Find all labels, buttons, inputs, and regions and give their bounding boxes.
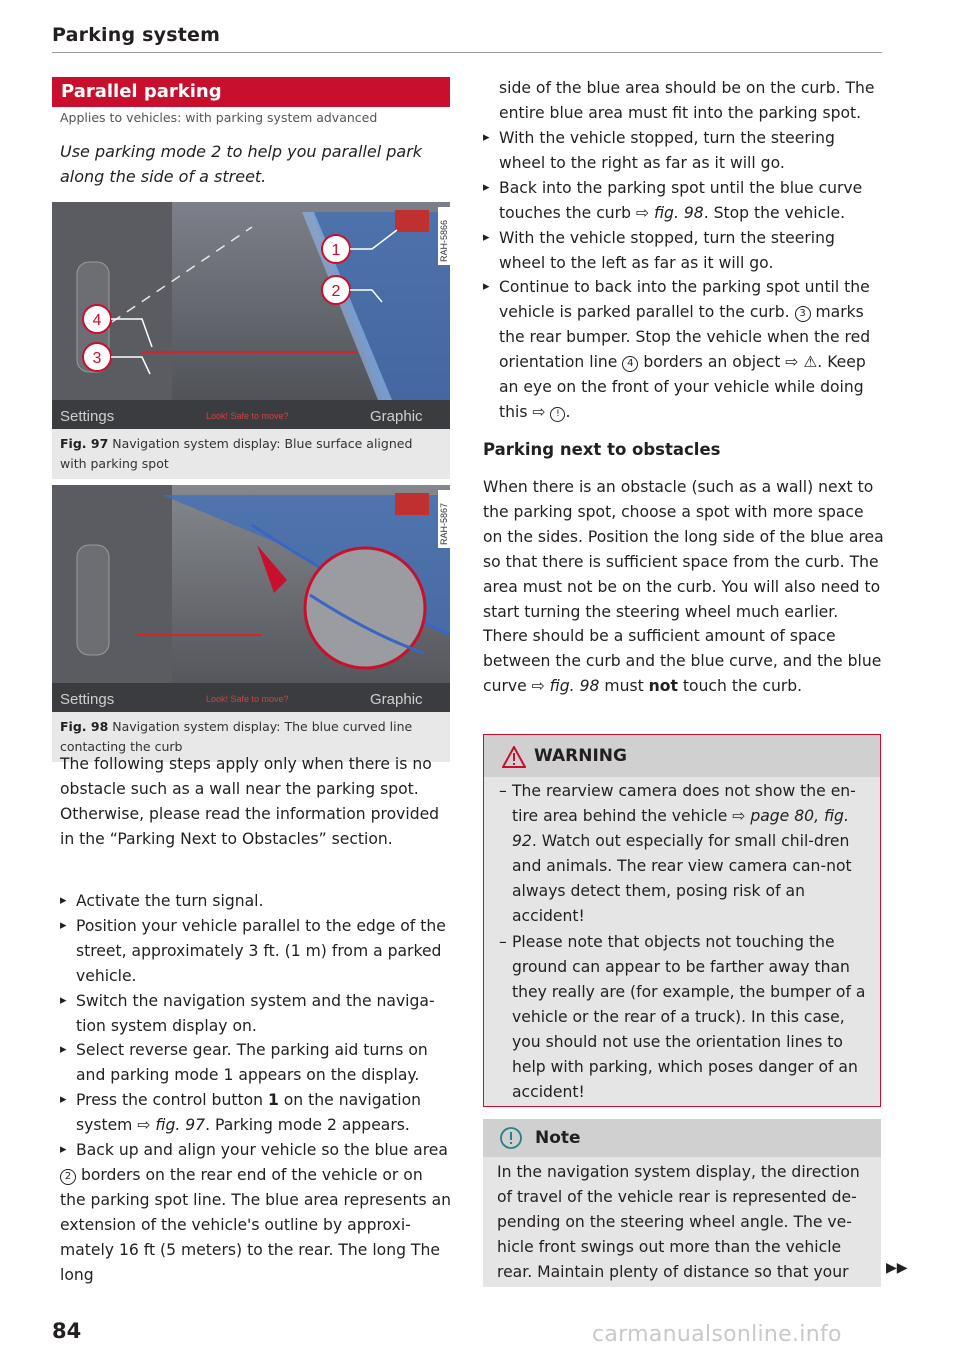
warning-item-1: – The rearview camera does not show the en-tire area behind the vehicle ⇨ page 80, fig. 92. Watch out especially for small chil-dren and animals. The rear view camera can-not always detect them, posing risk of an accident! <box>500 779 872 928</box>
fig98-settings-label: Settings <box>60 691 115 708</box>
step-1: ▸ Activate the turn signal. <box>60 889 452 914</box>
obstacles-heading: Parking next to obstacles <box>483 440 721 459</box>
fig98-alert-text: Look! Safe to move? <box>206 694 289 704</box>
svg-text:2: 2 <box>331 283 341 300</box>
note-info-icon <box>499 1126 523 1150</box>
nav-display-fig98 <box>52 485 450 712</box>
warning-body <box>500 779 872 1105</box>
step-7: ▸ With the vehicle stopped, turn the steering wheel to the right as far as it will go. <box>483 126 885 176</box>
step-5: ▸ Press the control button 1 on the navigation system ⇨ fig. 97. Parking mode 2 appears. <box>60 1088 452 1138</box>
applies-to-text: Applies to vehicles: with parking system advanced <box>60 110 378 125</box>
callout-ref-2: 2 <box>60 1169 76 1185</box>
step-6-text: borders on the rear end of the vehicle or on the parking spot line. The blue area represents an extension of the vehicle's outline by approxi-mately 16 ft (5 meters) to the rear. The long The long <box>60 1165 452 1284</box>
note-header <box>483 1119 881 1157</box>
step-6-left-cont <box>60 1163 452 1288</box>
page-number: 84 <box>52 1319 82 1343</box>
fig-97-ref-link[interactable]: ⇨ fig. 97 <box>137 1116 206 1135</box>
figure-97 <box>52 202 450 479</box>
fig97-label: Fig. 97 <box>60 436 109 451</box>
note-title: Note <box>535 1128 581 1148</box>
svg-text:3: 3 <box>92 350 102 367</box>
fig-98-ref-link-2[interactable]: ⇨ fig. 98 <box>531 677 600 696</box>
callout-ref-4: 4 <box>622 356 638 372</box>
step-6-left: ▸ Back up and align your vehicle so the blue area <box>60 1138 452 1163</box>
nav-display-fig97 <box>52 202 450 429</box>
note-ref-icon[interactable]: ! <box>550 407 565 422</box>
fig97-caption: Fig. 97 Navigation system display: Blue surface aligned with parking spot <box>60 436 413 471</box>
figure-98 <box>52 485 450 762</box>
step-4: ▸ Select reverse gear. The parking aid turns on and parking mode 1 appears on the display. <box>60 1038 452 1088</box>
svg-text:1: 1 <box>331 242 341 259</box>
body-paragraph: The following steps apply only when there is no obstacle such as a wall near the parking spot. Otherwise, please read the information provided in the “Parking Next to Obstacles” section. <box>60 755 440 848</box>
note-box <box>483 1119 881 1287</box>
step-3: ▸ Switch the navigation system and the naviga-tion system display on. <box>60 989 452 1039</box>
callout-ref-3: 3 <box>795 306 811 322</box>
continue-arrow-icon: ▶▶ <box>886 1260 908 1276</box>
warning-box <box>483 734 881 1107</box>
step-6-tail-text: side of the blue area should be on the curb. The entire blue area must fit into the parking spot. <box>499 79 875 122</box>
fig97-alert-text: Look! Safe to move? <box>206 411 289 421</box>
warning-triangle-icon <box>502 746 526 768</box>
header-divider <box>52 52 882 53</box>
obstacles-text: When there is an obstacle (such as a wall) next to the parking spot, choose a spot with more space on the sides. Position the long side of the blue area so that there is sufficient space from the curb. The area must not be on the curb. You will also need to start turning the steering wheel much earlier. There should be a sufficient amount of space between the curb and the blue curve, and the blue curve ⇨ fig. 98 must not touch the curb. <box>483 478 884 696</box>
warning-header <box>484 735 880 777</box>
fig98-label: Fig. 98 <box>60 719 109 734</box>
fig97-graphic-label: Graphic <box>370 408 423 425</box>
step-2: ▸ Position your vehicle parallel to the edge of the street, approximately 3 ft. (1 m) from a parked vehicle. <box>60 914 452 989</box>
page-80-ref-link[interactable]: ⇨ page 80, fig. 92 <box>512 806 849 850</box>
step-6-tail <box>499 76 885 126</box>
fig-98-ref-link[interactable]: ⇨ fig. 98 <box>635 203 704 222</box>
watermark: carmanualsonline.info <box>592 1322 842 1347</box>
warning-title: WARNING <box>534 746 627 766</box>
warning-item-2: – Please note that objects not touching the ground can appear to be farther away than they really are (for example, the bumper of a vehicle or the rear of a truck). In this case, you should not use the orientation lines to help with parking, which poses danger of an accident! <box>500 930 872 1104</box>
svg-text:4: 4 <box>92 312 102 329</box>
intro-text: Use parking mode 2 to help you parallel park along the side of a street. <box>60 142 423 186</box>
page-header-title: Parking system <box>52 24 221 46</box>
fig97-settings-label: Settings <box>60 408 115 425</box>
fig98-code: RAH-5867 <box>439 502 449 545</box>
fig98-graphic-label: Graphic <box>370 691 423 708</box>
fig98-caption: Fig. 98 Navigation system display: The blue curved line contacting the curb <box>60 719 413 754</box>
steps-list-left <box>60 889 452 1288</box>
warning-ref-icon[interactable]: ⚠ <box>803 353 818 372</box>
section-title: Parallel parking <box>52 77 450 107</box>
step-9: ▸ With the vehicle stopped, turn the steering wheel to the left as far as it will go. <box>483 226 885 276</box>
fig97-code: RAH-5866 <box>439 219 449 262</box>
note-text: In the navigation system display, the direction of travel of the vehicle rear is represented de-pending on the steering wheel angle. The ve-hicle front swings out more than the vehicle rear. Maintain plenty of distance so that your <box>497 1163 860 1281</box>
steps-right-list <box>483 126 885 425</box>
step-10: ▸ Continue to back into the parking spot until the vehicle is parked parallel to the curb. 3 marks the rear bumper. Stop the vehicle when the red orientation line 4 borders an object ⇨ ⚠. Keep an eye on the front of your vehicle while doing this ⇨ ! . <box>483 275 885 424</box>
step-8: ▸ Back into the parking spot until the blue curve touches the curb ⇨ fig. 98. Stop the vehicle. <box>483 176 885 226</box>
